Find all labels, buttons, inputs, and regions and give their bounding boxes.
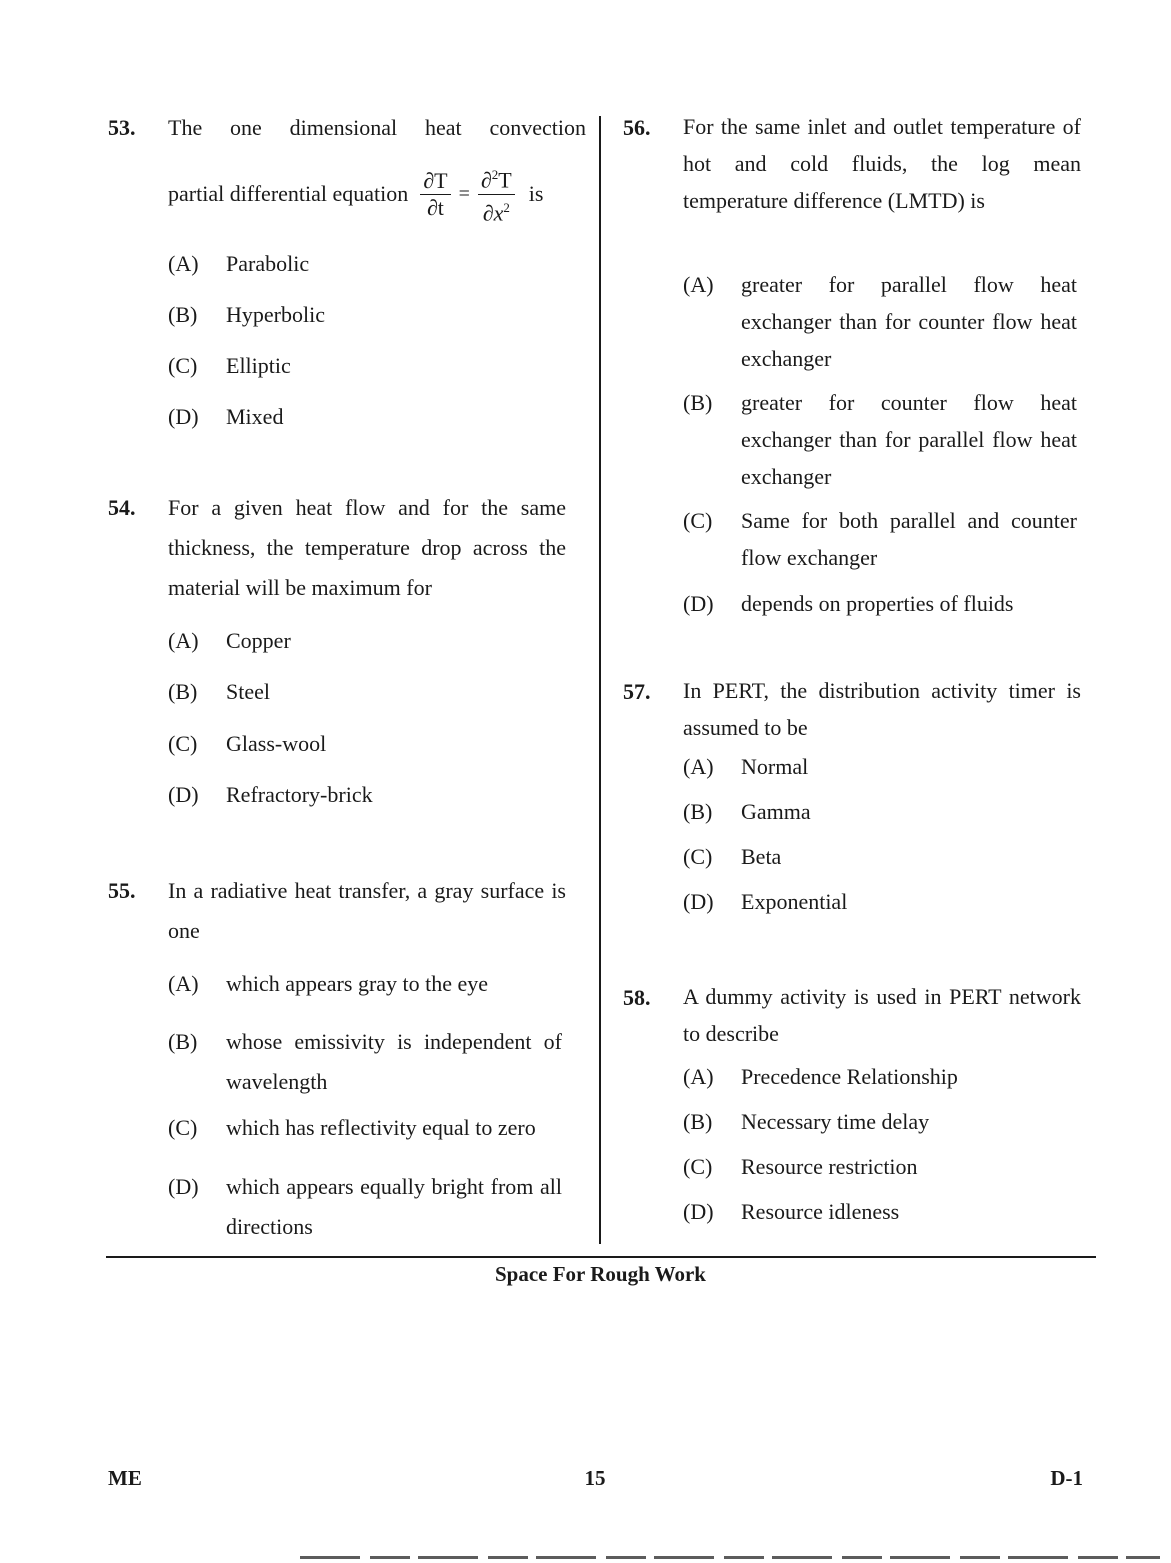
option-letter: (C) <box>168 731 198 756</box>
option-letter: (D) <box>683 889 714 914</box>
option-text: which has reflectivity equal to zero <box>226 1115 536 1140</box>
option-b[interactable] <box>168 1022 562 1102</box>
rhs-denominator <box>480 195 513 226</box>
rhs-den-partial: ∂x <box>482 199 504 225</box>
question-text: In a radiative heat transfer, a gray surface is one <box>168 878 566 943</box>
option-c[interactable] <box>168 1115 588 1141</box>
option-text: Resource idleness <box>741 1199 900 1224</box>
option-text: Exponential <box>741 889 848 914</box>
option-b[interactable] <box>683 384 1077 495</box>
option-b[interactable] <box>683 799 811 825</box>
option-text: Mixed <box>226 404 284 429</box>
option-text: Gamma <box>741 799 811 824</box>
option-text: Resource restriction <box>741 1154 918 1179</box>
option-letter: (D) <box>683 1199 714 1224</box>
rhs-den-exponent: 2 <box>503 199 510 215</box>
option-text: Copper <box>226 628 291 653</box>
rhs-num-variable: T <box>498 167 512 193</box>
option-c[interactable] <box>168 731 326 757</box>
rhs-num-exponent: 2 <box>491 167 499 183</box>
option-a[interactable] <box>683 754 808 780</box>
option-b[interactable] <box>168 679 270 705</box>
question-57 <box>623 672 1081 914</box>
option-text: greater for counter flow heat exchanger than for parallel flow heat exchanger <box>741 390 1077 489</box>
option-text: depends on properties of fluids <box>741 591 1014 616</box>
lhs-denominator: ∂t <box>426 194 444 220</box>
option-text: greater for parallel flow heat exchanger than for counter flow heat exchanger <box>741 272 1077 371</box>
option-letter: (D) <box>683 591 714 616</box>
option-letter: (B) <box>168 302 198 327</box>
question-number: 57. <box>623 679 651 704</box>
option-letter: (C) <box>683 844 713 869</box>
option-d[interactable] <box>168 404 283 430</box>
option-letter: (A) <box>168 628 199 653</box>
question-number: 54. <box>108 495 136 520</box>
question-56 <box>623 108 1081 616</box>
option-a[interactable] <box>168 628 291 654</box>
option-c[interactable] <box>683 502 1077 576</box>
question-text: The one dimensional heat convection <box>168 115 586 140</box>
option-d[interactable] <box>683 585 1077 622</box>
option-d[interactable] <box>683 889 847 915</box>
option-d[interactable] <box>168 782 373 808</box>
option-a[interactable] <box>168 251 309 277</box>
option-d[interactable] <box>168 1167 562 1247</box>
rhs-num-partial: ∂ <box>480 167 492 193</box>
option-letter: (C) <box>168 353 198 378</box>
option-a[interactable] <box>683 1064 958 1090</box>
equation-lhs <box>420 168 450 221</box>
option-c[interactable] <box>168 353 291 379</box>
option-letter: (B) <box>683 390 713 415</box>
equation-rhs <box>478 162 515 226</box>
option-text: Elliptic <box>226 353 291 378</box>
question-55 <box>108 871 586 1239</box>
option-letter: (A) <box>683 754 714 779</box>
option-text: Refractory-brick <box>226 782 373 807</box>
rhs-numerator <box>478 162 515 194</box>
question-text: For a given heat flow and for the same thickness, the temperature drop across the material will be maximum for <box>168 495 566 600</box>
option-letter: (C) <box>683 1154 713 1179</box>
option-letter: (D) <box>168 782 199 807</box>
option-text: Normal <box>741 754 809 779</box>
option-a[interactable] <box>683 266 1077 377</box>
bottom-dashed-line <box>300 1556 1160 1559</box>
question-text-after: is <box>528 181 544 206</box>
lhs-numerator: ∂T <box>420 168 450 195</box>
option-letter: (D) <box>168 404 199 429</box>
question-text: For the same inlet and outlet temperature of hot and cold fluids, the log mean temperature difference (LMTD) is <box>683 114 1081 213</box>
option-text: Hyperbolic <box>226 302 325 327</box>
option-text: Parabolic <box>226 251 310 276</box>
footer-booklet-code: D-1 <box>1050 1466 1083 1490</box>
option-letter: (B) <box>168 679 198 704</box>
option-b[interactable] <box>168 302 325 328</box>
option-letter: (C) <box>168 1115 198 1140</box>
rough-work-label: Space For Rough Work <box>494 1262 706 1286</box>
equation-line <box>168 148 586 240</box>
question-number: 53. <box>108 115 136 140</box>
option-b[interactable] <box>683 1109 929 1135</box>
column-divider <box>599 116 601 1244</box>
option-letter: (B) <box>683 1109 713 1134</box>
option-letter: (B) <box>683 799 713 824</box>
rough-work-divider <box>106 1256 1096 1258</box>
option-letter: (A) <box>683 1064 714 1089</box>
question-number: 56. <box>623 115 651 140</box>
footer-subject-code: ME <box>108 1466 142 1490</box>
option-d[interactable] <box>683 1199 899 1225</box>
footer-page-number: 15 <box>584 1466 606 1490</box>
option-text: Glass-wool <box>226 731 327 756</box>
option-c[interactable] <box>683 844 781 870</box>
option-text: whose emissivity is independent of wavelength <box>226 1029 562 1094</box>
equals-sign: = <box>458 182 470 205</box>
option-letter: (D) <box>168 1174 199 1199</box>
option-letter: (A) <box>168 251 199 276</box>
question-54 <box>108 488 586 807</box>
option-text: Beta <box>741 844 782 869</box>
option-letter: (A) <box>168 971 199 996</box>
option-text: which appears equally bright from all directions <box>226 1174 562 1239</box>
option-text: Same for both parallel and counter flow exchanger <box>741 508 1077 570</box>
option-text: Necessary time delay <box>741 1109 930 1134</box>
question-number: 58. <box>623 985 651 1010</box>
option-letter: (B) <box>168 1029 198 1054</box>
option-text: which appears gray to the eye <box>226 971 489 996</box>
question-number: 55. <box>108 878 136 903</box>
question-text-line2: partial differential equation <box>168 181 409 206</box>
option-c[interactable] <box>683 1154 918 1180</box>
question-text: A dummy activity is used in PERT network to describe <box>683 984 1081 1046</box>
question-53 <box>108 108 586 429</box>
option-text: Precedence Relationship <box>741 1064 958 1089</box>
option-a[interactable] <box>168 971 578 997</box>
question-text: In PERT, the distribution activity timer is assumed to be <box>683 678 1081 740</box>
question-58 <box>623 978 1081 1224</box>
option-letter: (A) <box>683 272 714 297</box>
option-text: Steel <box>226 679 270 704</box>
option-letter: (C) <box>683 508 713 533</box>
